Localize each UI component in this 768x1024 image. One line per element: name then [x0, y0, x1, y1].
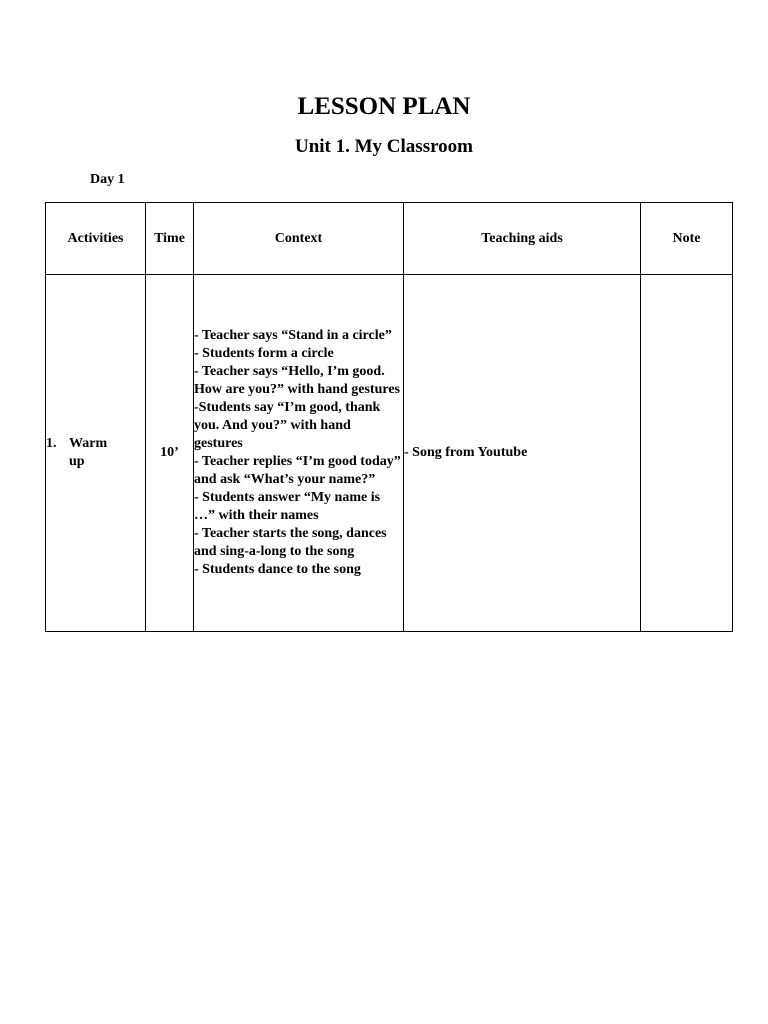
header-context: Context: [194, 203, 404, 275]
note-cell: [641, 275, 733, 632]
lesson-plan-table: [45, 202, 733, 632]
context-line: - Teacher says “Stand in a circle”: [194, 328, 392, 343]
table-header-row: [46, 203, 733, 275]
context-line: - Teacher says “Hello, I’m good. How are you?” with hand gestures: [194, 364, 401, 397]
table-row: [46, 275, 733, 632]
document-subtitle: Unit 1. My Classroom: [294, 136, 474, 157]
context-cell: [194, 275, 404, 632]
context-line: - Teacher replies “I’m good today” and ask “What’s your name?”: [194, 454, 401, 487]
activity-number: 1.: [46, 436, 57, 451]
context-line: - Students form a circle: [194, 346, 334, 361]
context-line: - Teacher starts the song, dances and sing-a-long to the song: [194, 526, 387, 559]
teaching-aids-cell: - Song from Youtube: [404, 275, 641, 632]
document-title: LESSON PLAN: [297, 93, 471, 120]
context-line: - Students dance to the song: [194, 562, 361, 577]
header-teaching-aids: Teaching aids: [404, 203, 641, 275]
header-time: Time: [146, 203, 194, 275]
header-note: Note: [641, 203, 733, 275]
header-activities: Activities: [46, 203, 146, 275]
context-line: -Students say “I’m good, thank you. And you?” with hand gestures: [194, 400, 381, 451]
day-label: Day 1: [90, 172, 125, 187]
context-line: - Students answer “My name is …” with their names: [194, 490, 381, 523]
time-cell: 10’: [146, 275, 194, 632]
activity-cell: [46, 275, 146, 632]
activity-name: Warm up: [69, 436, 108, 469]
